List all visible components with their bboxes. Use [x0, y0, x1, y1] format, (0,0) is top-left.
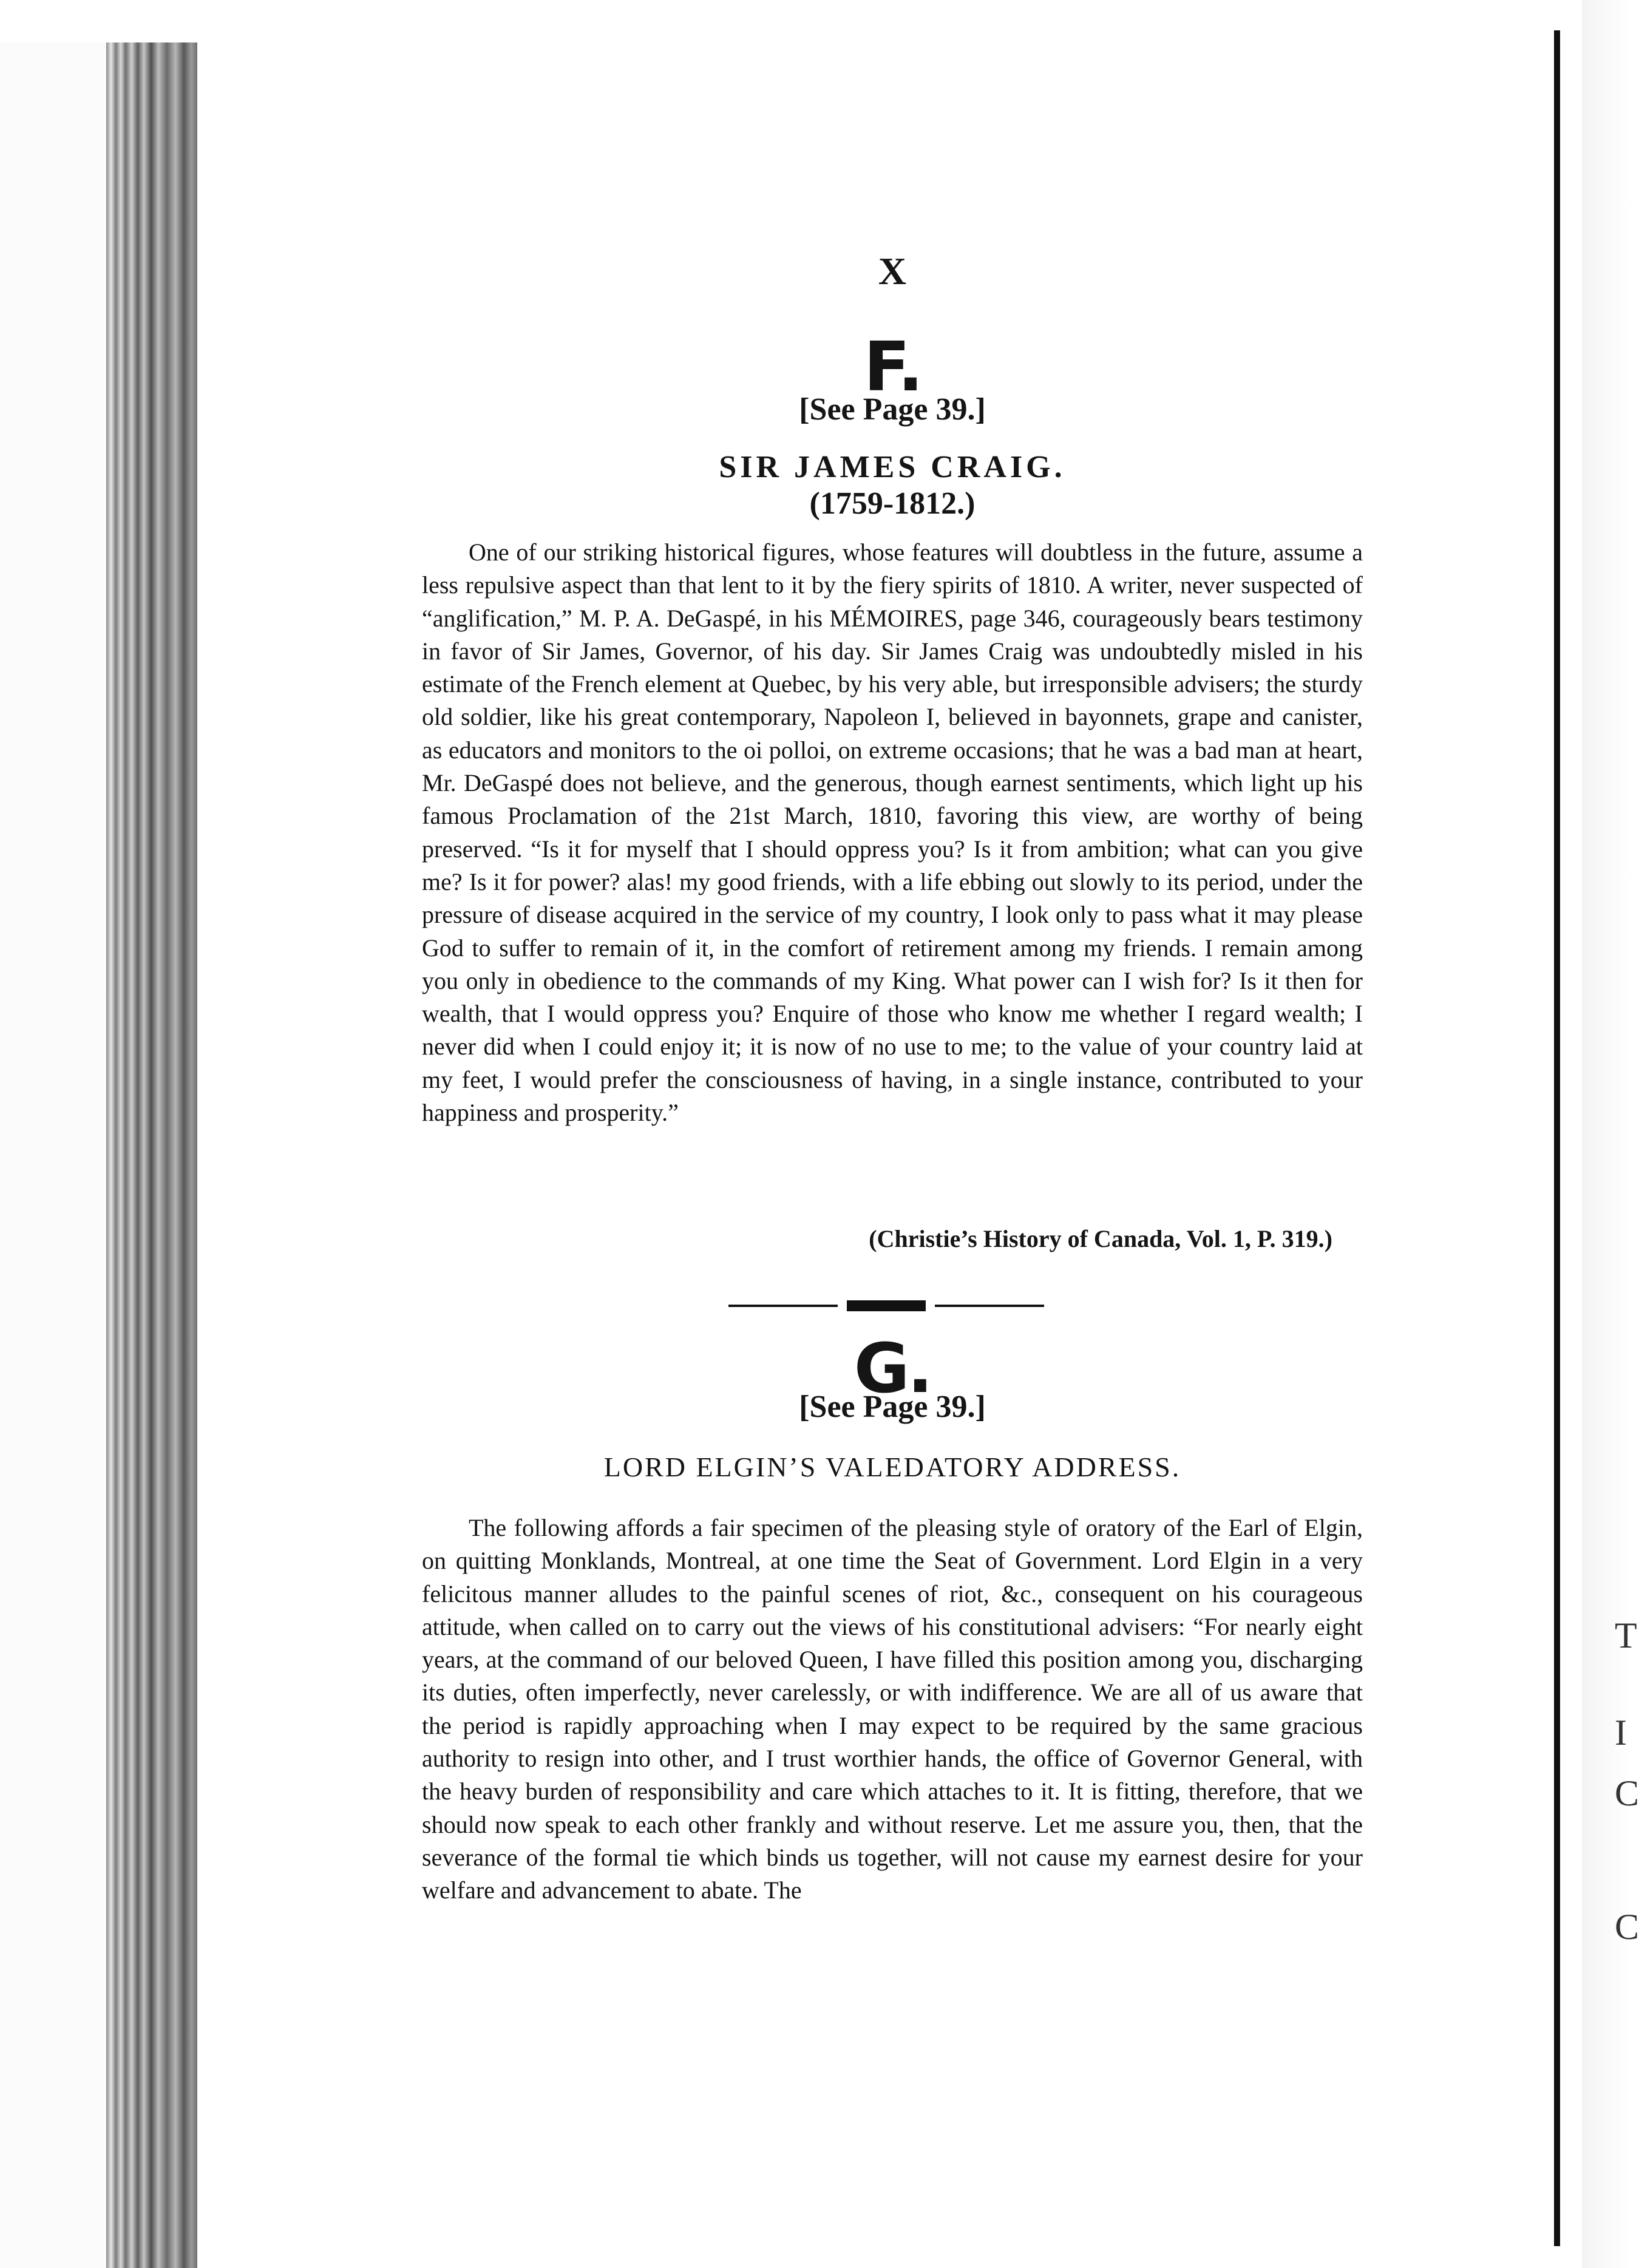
adjacent-page-letter: C — [1615, 1773, 1639, 1813]
scan-background — [0, 0, 115, 2268]
section-f-title: SIR JAMES CRAIG. — [719, 450, 1066, 484]
page-folio: X — [878, 250, 907, 293]
section-g-paragraph — [422, 1512, 1363, 1907]
section-g-text: The following affords a fair specimen of the pleasing style of oratory of the Earl of Elgin, on quitting Monklands, Montreal, at one time the Seat of Government. Lord Elgin in a very felicitous manner alludes to the painful scenes of riot, &c., consequent on his courageous attitude, when called on to carry out the views of his constitutional advisers: “For nearly eight years, at the command of our beloved Queen, I have filled this position among you, discharging its duties, often imperfectly, never carelessly, or with indifference. We are all of us aware that the period is rapidly approaching when I may expect to be required by the same gracious authority to resign into other, and I trust worthier hands, the office of Governor General, with the heavy burden of responsibility and care which attaches to it. It is fitting, therefore, that we should now speak to each other frankly and without reserve. Let me assure you, then, that the severance of the formal tie which binds us together, will not cause my earnest desire for your welfare and advancement to abate. The — [422, 1514, 1363, 1904]
section-g-reference: [See Page 39.] — [799, 1390, 986, 1424]
scan-top-margin — [0, 0, 1632, 42]
section-f-dates: (1759-1812.) — [809, 486, 976, 521]
right-page-gutter — [1554, 30, 1560, 2246]
adjacent-page-letter: C — [1615, 1907, 1639, 1947]
section-f-reference: [See Page 39.] — [799, 392, 986, 427]
section-f-citation: (Christie’s History of Canada, Vol. 1, P. 319.) — [869, 1225, 1332, 1252]
section-g-title: LORD ELGIN’S VALEDATORY ADDRESS. — [603, 1451, 1181, 1482]
section-g-letter: G. — [853, 1329, 931, 1408]
section-f-paragraph — [422, 536, 1363, 1129]
section-f-text: One of our striking historical figures, whose features will doubtless in the future, assume a less repulsive aspect than that lent to it by the fiery spirits of 1810. A writer, never suspected of “anglification,” M. P. A. DeGaspé, in his MÉMOIRES, page 346, courageously bears testimony in favor of Sir James, Governor, of his day. Sir James Craig was undoubtedly misled in his estimate of the French element at Quebec, by his very able, but irresponsible advisers; the sturdy old soldier, like his great contemporary, Napoleon I, believed in bayonnets, grape and canister, as educators and monitors to the oi polloi, on extreme occasions; that he was a bad man at heart, Mr. DeGaspé does not believe, and the generous, though earnest sentiments, which light up his famous Proclamation of the 21st March, 1810, favoring this view, are worthy of being preserved. “Is it for myself that I should oppress you? Is it from ambition; what can you give me? Is it for power? alas! my good friends, with a life ebbing out slowly to its period, under the pressure of disease acquired in the service of my country, I look only to pass what it may please God to suffer to remain of it, in the comfort of retirement among my friends. I remain among you only in obedience to the commands of my King. What power can I wish for? Is it then for wealth, that I would oppress you? Enquire of those who know me whether I regard wealth; I never did when I could enjoy it; it is now of no use to me; to the value of your country laid at my feet, I would prefer the consciousness of having, in a single instance, contributed to your happiness and prosperity.” — [422, 538, 1363, 1127]
adjacent-page-letter: T — [1615, 1615, 1637, 1655]
adjacent-page-letter: I — [1615, 1713, 1627, 1753]
section-divider-ornament — [728, 1300, 1044, 1311]
section-f-letter: F. — [863, 328, 921, 407]
book-page-edges — [106, 0, 197, 2268]
